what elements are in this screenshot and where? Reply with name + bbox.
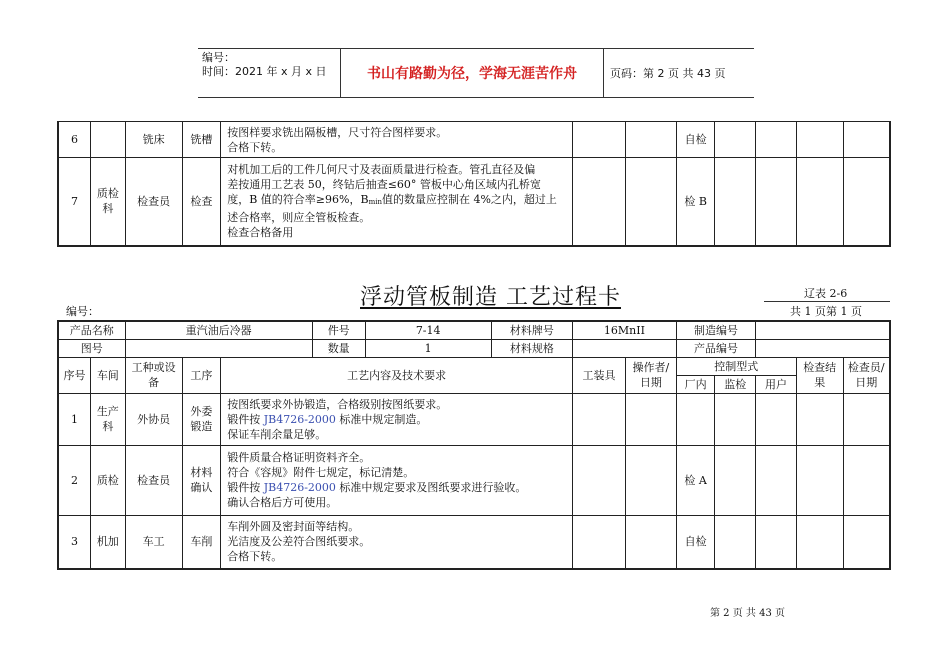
qty-label: 数量	[312, 339, 365, 357]
content-text: 锻件按	[227, 412, 264, 426]
step-content	[221, 393, 573, 445]
step-control-factory: 检 B	[676, 158, 715, 246]
step-control-user	[756, 122, 797, 158]
content-text: 标准中规定制造。	[335, 412, 428, 426]
drawing-no-value	[125, 339, 312, 357]
col-factory: 厂内	[676, 375, 715, 393]
content-text: 值的数量应控制在 4%之内，超过上	[381, 193, 557, 207]
material-grade-label: 材料牌号	[491, 321, 572, 339]
step-tooling	[573, 158, 626, 246]
content-line: 差按通用工艺表 50，终钻后抽查≤60° 管板中心角区域内孔桥宽	[227, 178, 541, 192]
step-no: 2	[58, 445, 91, 515]
page-footer: 第 2 页 共 43 页	[710, 608, 785, 619]
product-no-label: 产品编号	[676, 339, 755, 357]
step-result	[796, 122, 843, 158]
step-operator	[625, 515, 676, 569]
step-control-user	[756, 515, 797, 569]
col-no: 序号	[58, 357, 91, 393]
content-text: 度，B 值的符合率≥96%，B	[227, 193, 369, 207]
step-equipment: 检查员	[125, 445, 182, 515]
content-line: 合格下转。	[227, 140, 283, 154]
step-workshop: 质检科	[91, 158, 126, 246]
step-tooling	[573, 445, 626, 515]
content-line: 述合格率，则应全管板检查。	[227, 211, 371, 225]
step-control-supervision	[715, 122, 756, 158]
step-control-supervision	[715, 158, 756, 246]
info-row	[58, 321, 890, 339]
content-line: 保证车削余量足够。	[227, 427, 327, 441]
card-title: 浮动管板制造 工艺过程卡	[360, 285, 621, 310]
qty-value: 1	[365, 339, 491, 357]
form-number: 辽表 2-6	[764, 285, 890, 302]
step-tooling	[573, 393, 626, 445]
step-control-factory: 自检	[676, 122, 715, 158]
step-workshop: 机加	[91, 515, 126, 569]
col-content: 工艺内容及技术要求	[221, 357, 573, 393]
content-line: 检查合格备用	[227, 226, 294, 240]
step-inspector	[843, 393, 890, 445]
step-process: 铣槽	[182, 122, 221, 158]
standard-reference: JB4726-2000	[263, 481, 336, 494]
table-row	[58, 393, 890, 445]
step-tooling	[573, 515, 626, 569]
col-control: 控制型式	[676, 357, 796, 375]
table-row	[58, 445, 890, 515]
header-serial-label: 编号：	[202, 51, 235, 64]
step-control-factory: 检 A	[676, 445, 715, 515]
step-result	[796, 445, 843, 515]
card-page-count: 共 1 页第 1 页	[790, 305, 862, 318]
part-no-label: 件号	[312, 321, 365, 339]
content-line: 对机加工后的工件几何尺寸及表面质量进行检查。管孔直径及偏	[227, 163, 536, 177]
table-row	[58, 158, 890, 246]
step-equipment: 外协员	[125, 393, 182, 445]
col-tooling: 工装具	[573, 357, 626, 393]
col-operator: 操作者/日期	[625, 357, 676, 393]
step-control-user	[756, 393, 797, 445]
step-process: 外委锻造	[182, 393, 221, 445]
drawing-no-label: 图号	[58, 339, 125, 357]
step-workshop	[91, 122, 126, 158]
process-card-table	[57, 320, 891, 570]
step-operator	[626, 122, 677, 158]
step-control-factory	[676, 393, 715, 445]
step-workshop: 质检	[91, 445, 126, 515]
step-process: 检查	[182, 158, 221, 246]
step-workshop: 生产科	[91, 393, 126, 445]
part-no-value: 7-14	[365, 321, 491, 339]
content-line: 确认合格后方可使用。	[227, 496, 338, 509]
page-header	[198, 48, 754, 98]
step-inspector	[843, 445, 890, 515]
content-line: 合格下转。	[227, 550, 283, 564]
content-line	[227, 192, 569, 210]
col-inspector: 检查员/日期	[843, 357, 890, 393]
step-content	[221, 158, 573, 246]
table-row	[58, 515, 890, 569]
step-inspector	[843, 122, 890, 158]
step-content	[221, 122, 573, 158]
step-process: 材料确认	[182, 445, 221, 515]
step-equipment: 铣床	[125, 122, 182, 158]
content-line	[227, 412, 569, 427]
column-header-row	[58, 357, 890, 375]
step-control-factory: 自检	[676, 515, 715, 569]
col-workshop: 车间	[91, 357, 126, 393]
step-no: 6	[58, 122, 91, 158]
col-process: 工序	[182, 357, 221, 393]
content-text: 标准中规定要求及图纸要求进行验收。	[335, 481, 527, 494]
step-result	[796, 158, 843, 246]
product-no-value	[756, 339, 890, 357]
col-equipment: 工种或设备	[125, 357, 182, 393]
step-tooling	[573, 122, 626, 158]
step-result	[796, 515, 843, 569]
header-motto: 书山有路勤为径，学海无涯苦作舟	[340, 49, 604, 97]
previous-steps-table	[57, 121, 891, 247]
mfg-no-value	[756, 321, 890, 339]
step-process: 车削	[182, 515, 221, 569]
header-time: 时间：2021 年 x 月 x 日	[202, 65, 327, 78]
product-name-label: 产品名称	[58, 321, 125, 339]
step-no: 3	[58, 515, 91, 569]
content-line: 光洁度及公差符合图纸要求。	[227, 535, 371, 549]
step-no: 1	[58, 393, 91, 445]
material-spec-label: 材料规格	[491, 339, 572, 357]
col-result: 检查结果	[796, 357, 843, 393]
header-page-info: 页码：第 2 页 共 43 页	[610, 67, 726, 80]
material-spec-value	[573, 339, 677, 357]
table-row	[58, 122, 890, 158]
step-result	[796, 393, 843, 445]
step-no: 7	[58, 158, 91, 246]
col-supervision: 监检	[715, 375, 756, 393]
mfg-no-label: 制造编号	[676, 321, 755, 339]
card-serial-label: 编号：	[66, 305, 99, 318]
step-inspector	[843, 515, 890, 569]
content-line: 锻件质量合格证明资料齐全。	[227, 451, 371, 464]
step-equipment: 车工	[125, 515, 182, 569]
step-control-supervision	[715, 515, 756, 569]
step-control-supervision	[715, 445, 756, 515]
step-content	[221, 515, 573, 569]
standard-reference: JB4726-2000	[263, 412, 336, 426]
step-operator	[625, 393, 676, 445]
content-text: 锻件按	[227, 481, 264, 494]
product-name-value: 重汽油后冷器	[125, 321, 312, 339]
step-control-supervision	[715, 393, 756, 445]
material-grade-value: 16MnII	[573, 321, 677, 339]
header-meta	[202, 51, 327, 79]
col-user: 用户	[756, 375, 797, 393]
subscript: min	[368, 198, 382, 207]
step-operator	[626, 158, 677, 246]
step-equipment: 检查员	[125, 158, 182, 246]
content-line: 符合《容规》附件七规定，标记清楚。	[227, 466, 415, 479]
step-content	[221, 445, 573, 515]
content-line: 按图样要求铣出隔板槽，尺寸符合图样要求。	[227, 125, 448, 139]
step-control-user	[756, 445, 797, 515]
step-operator	[625, 445, 676, 515]
content-line: 车削外圆及密封面等结构。	[227, 520, 360, 534]
info-row	[58, 339, 890, 357]
step-control-user	[756, 158, 797, 246]
content-line	[227, 480, 569, 495]
content-line: 按图纸要求外协锻造，合格级别按图纸要求。	[227, 397, 448, 411]
step-inspector	[843, 158, 890, 246]
